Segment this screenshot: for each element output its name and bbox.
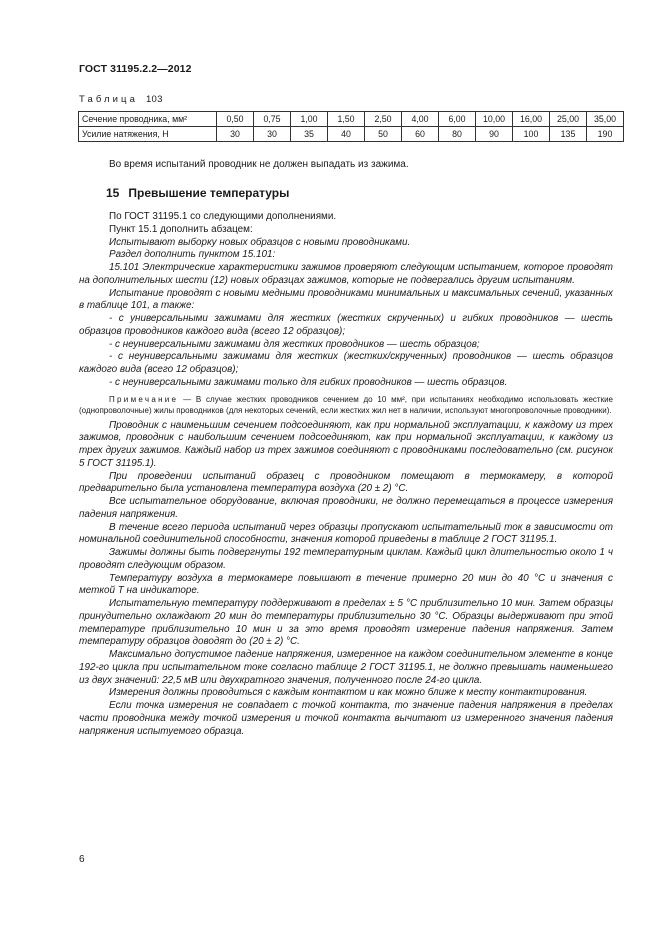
table-note: Во время испытаний проводник не должен выпадать из зажима. <box>109 159 409 170</box>
paragraph: Раздел дополнить пунктом 15.101: <box>109 249 276 261</box>
section-title: Превышение температуры <box>128 186 290 200</box>
table-cell: 0,50 <box>217 112 254 127</box>
table-cell: 0,75 <box>254 112 291 127</box>
list-item: - с неуниверсальными зажимами для жестких (жестких/скрученных) проводников — шесть образцов каждого вида (всего 12 образцов); <box>79 351 613 375</box>
paragraph: При проведении испытаний образец с проводником помещают в термокамеру, в которой предварительно была установлена температура воздуха (20 ± 2) °С. <box>79 470 613 495</box>
list-item: - с неуниверсальными зажимами только для гибких проводников — шесть образцов. <box>109 376 508 388</box>
table-cell: 25,00 <box>550 112 587 127</box>
table-cell: 30 <box>254 127 291 142</box>
table-cell: 100 <box>513 127 550 142</box>
paragraph: Максимально допустимое падение напряжения, измеренное на каждом соединительном элементе в конце 192-го цикла при испытательном токе согласно таблице 2 ГОСТ 31195.1, не должно превышать наименьшего из двух значений: 22,5 мВ или двухкратного значения, полученного после 24-го цикла. <box>79 649 613 686</box>
table-cell: 35,00 <box>587 112 624 127</box>
table-row-label: Усилие натяжения, Н <box>79 127 217 142</box>
paragraph: Испытательную температуру поддерживают в пределах ± 5 °С приблизительно 10 мин. Затем образцы принудительно охлаждают 20 мин до температуры приблизительно 30 °С. Образцы выдерживают при этой температуре приблизительно 10 мин и за это время проводят измерение падения напряжения. Затем температуру образцов доводят до (20 ± 2) °С. <box>79 598 613 648</box>
table-row <box>79 127 624 142</box>
paragraph: Измерения должны проводиться с каждым контактом и как можно ближе к месту контактирования. <box>109 687 588 699</box>
paragraph: Если точка измерения не совпадает с точкой контакта, то значение падения напряжения в пределах части проводника между точкой измерения и точкой контакта вычитают из измеренного значения падения напряжения испытуемого образца. <box>79 700 613 737</box>
standard-code: ГОСТ 31195.2.2—2012 <box>79 63 192 75</box>
table-cell: 50 <box>365 127 402 142</box>
note-text: — В случае жестких проводников сечением до 10 мм², при испытаниях необходимо использовать жесткие (однопроволочные) жилы проводников (для некоторых сечений, если жестких жил нет в наличии, используют многопроволочные проводники). <box>79 394 613 415</box>
conductor-table <box>78 111 624 142</box>
table-cell: 35 <box>291 127 328 142</box>
table-cell: 60 <box>402 127 439 142</box>
paragraph: В течение всего периода испытаний через образцы пропускают испытательный ток в зависимости от номинальной соединительной способности, значения которой приведены в таблице 2 ГОСТ 31195.1. <box>79 521 613 546</box>
table-cell: 2,50 <box>365 112 402 127</box>
list-item: - с неуниверсальными зажимами для жестких проводников — шесть образцов; <box>109 338 480 350</box>
table-cell: 135 <box>550 127 587 142</box>
table-cell: 16,00 <box>513 112 550 127</box>
table-cell: 4,00 <box>402 112 439 127</box>
table-cell: 1,50 <box>328 112 365 127</box>
paragraph: Испытание проводят с новыми медными проводниками минимальных и максимальных сечений, указанных в таблице 101, а также: <box>79 287 613 312</box>
table-caption-label: Таблица <box>79 94 138 105</box>
paragraph: Все испытательное оборудование, включая проводники, не должно перемещаться в процессе измерения падения напряжения. <box>79 496 613 520</box>
table-row <box>79 112 624 127</box>
paragraph: Проводник с наименьшим сечением подсоединяют, как при нормальной эксплуатации, к каждому из трех зажимов, проводник с наибольшим сечением подсоединяют, как при нормальной эксплуатации, к каждому из трех других зажимов. Каждый набор из трех зажимов соединяют с проводниками последовательно (см. рисунок 5 ГОСТ 31195.1). <box>79 419 613 469</box>
section-number: 15 <box>106 186 120 200</box>
note-label: Примечание <box>109 394 179 404</box>
table-caption-number: 103 <box>145 94 163 105</box>
table-caption <box>79 94 163 105</box>
table-row-label: Сечение проводника, мм² <box>79 112 217 127</box>
table-cell: 10,00 <box>476 112 513 127</box>
table-cell: 40 <box>328 127 365 142</box>
table-cell: 190 <box>587 127 624 142</box>
paragraph: Зажимы должны быть подвергнуты 192 температурным циклам. Каждый цикл длительностью около 1 ч проводят следующим образом. <box>79 547 613 571</box>
list-item: - с универсальными зажимами для жестких (жестких скрученных) и гибких проводников — шесть образцов проводников каждого вида (всего 12 образцов); <box>79 313 613 337</box>
note <box>79 394 613 417</box>
paragraph: 15.101 Электрические характеристики зажимов проверяют следующим испытанием, которое проводят на дополнительных шести (12) новых образцах зажимов, которые не подвергались другим испытаниям. <box>79 262 613 286</box>
section-body <box>79 211 613 738</box>
table-cell: 80 <box>439 127 476 142</box>
table-cell: 1,00 <box>291 112 328 127</box>
table-cell: 30 <box>217 127 254 142</box>
paragraph: Испытывают выборку новых образцов с новыми проводниками. <box>109 236 411 248</box>
page-number: 6 <box>79 854 85 865</box>
table-cell: 6,00 <box>439 112 476 127</box>
table-cell: 90 <box>476 127 513 142</box>
paragraph: По ГОСТ 31195.1 со следующими дополнениями. <box>109 211 337 222</box>
paragraph: Температуру воздуха в термокамере повышают в течение примерно 20 мин до 40 °С и значения с меткой Т на индикаторе. <box>79 572 613 597</box>
section-heading <box>106 186 289 200</box>
paragraph: Пункт 15.1 дополнить абзацем: <box>109 223 253 235</box>
